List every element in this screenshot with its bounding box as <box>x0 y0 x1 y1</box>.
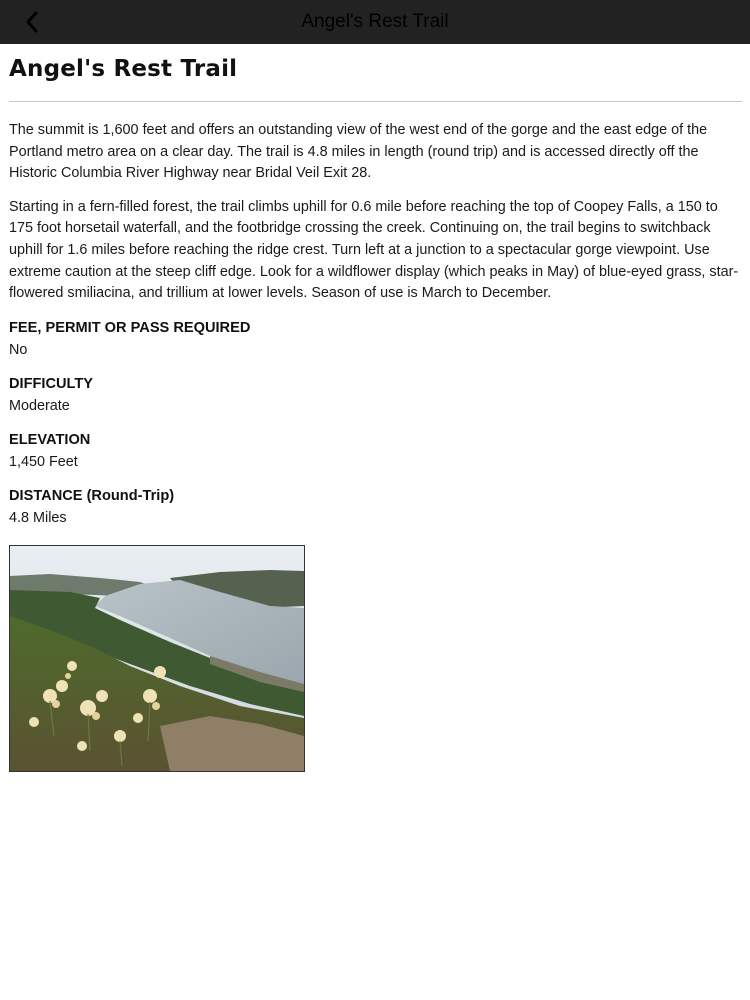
title-divider <box>9 101 742 102</box>
distance-field <box>9 486 742 529</box>
elevation-field <box>9 430 742 473</box>
field-value: Moderate <box>9 397 70 414</box>
trail-photo <box>9 545 305 772</box>
description-paragraph: The summit is 1,600 feet and offers an outstanding view of the west end of the gorge and the east edge of the Portland metro area on a clear day. The trail is 4.8 miles in length (round trip) and is accessed directly off the Historic Columbia River Highway near Bridal Veil Exit 28. <box>9 122 708 182</box>
field-label: FEE, PERMIT OR PASS REQUIRED <box>9 319 251 336</box>
nav-title: Angel's Rest Trail <box>301 11 449 32</box>
difficulty-field <box>9 374 742 417</box>
page-title: Angel's Rest Trail <box>9 56 238 82</box>
field-value: 4.8 Miles <box>9 509 67 526</box>
description-paragraph: Starting in a fern-filled forest, the trail climbs uphill for 0.6 mile before reaching the top of Coopey Falls, a 150 to 175 foot horsetail waterfall, and the footbridge crossing the creek. Continuing on, the trail begins to switchback uphill for 1.6 miles before reaching the ridge crest. Turn left at a junction to a spectacular gorge viewpoint. Use extreme caution at the steep cliff edge. Look for a wildflower display (which peaks in May) of blue-eyed grass, star-flowered smiliacina, and trillium at lower levels. Season of use is March to December. <box>9 198 739 302</box>
trail-detail-content <box>9 44 742 772</box>
field-label: DISTANCE (Round-Trip) <box>9 487 175 504</box>
fee-field <box>9 318 742 361</box>
field-value: 1,450 Feet <box>9 453 78 470</box>
navigation-bar <box>0 0 750 44</box>
field-value: No <box>9 341 28 358</box>
field-label: ELEVATION <box>9 431 91 448</box>
gorge-view-image <box>10 546 304 771</box>
field-label: DIFFICULTY <box>9 375 94 392</box>
